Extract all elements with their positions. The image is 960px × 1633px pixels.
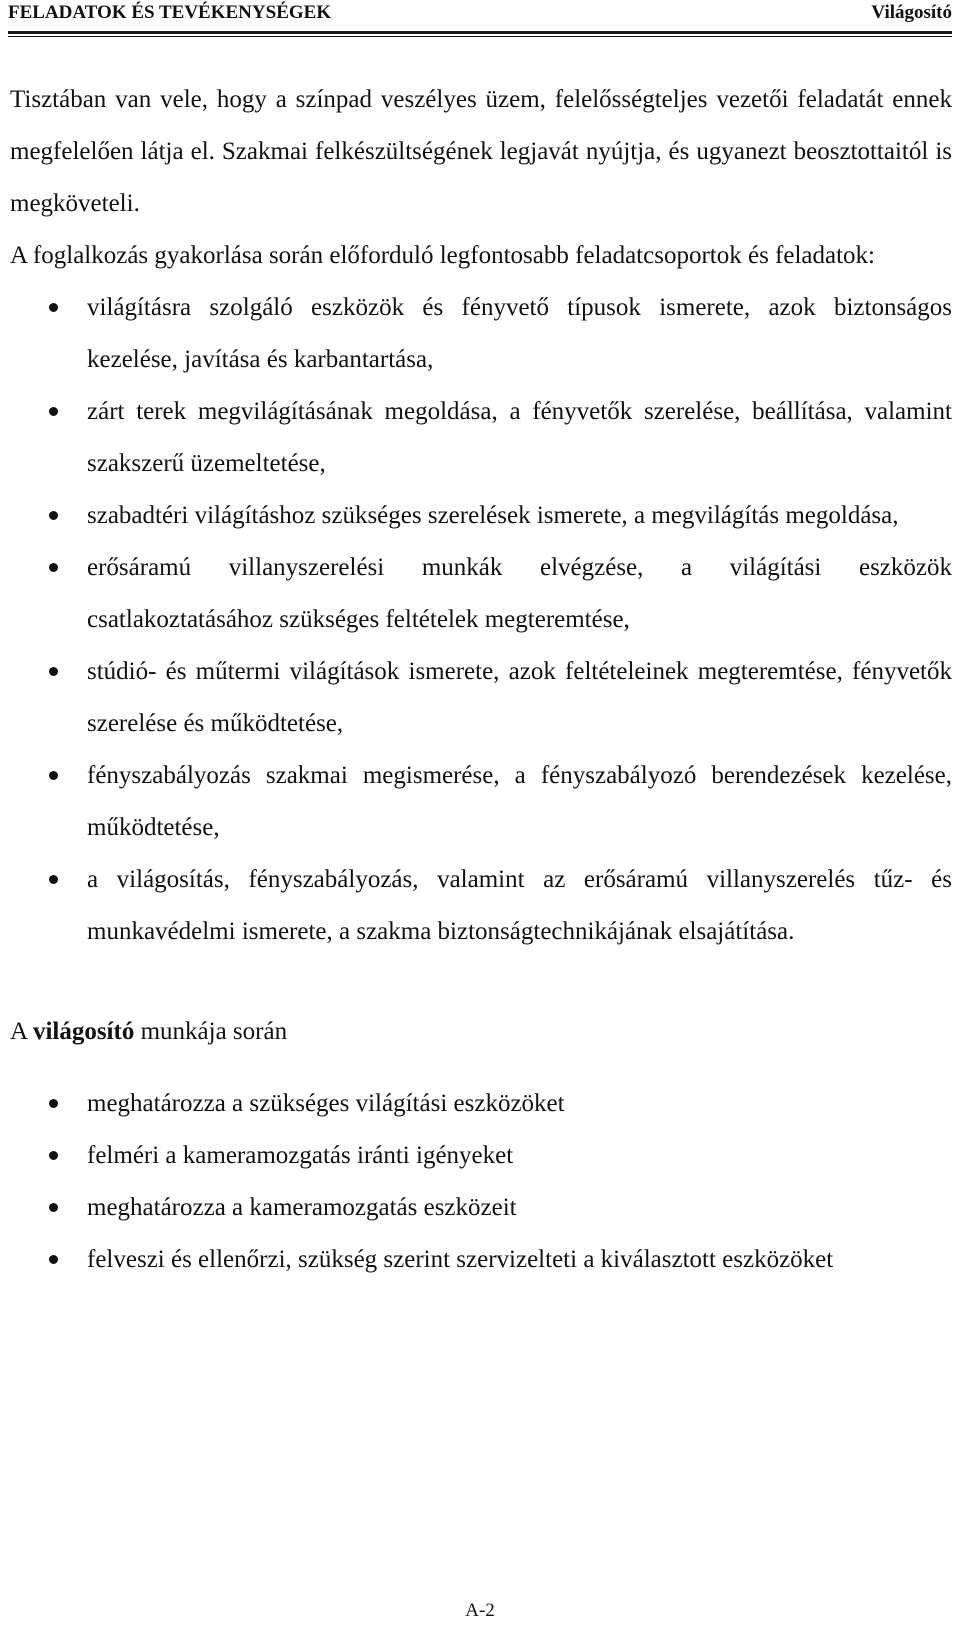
header-rule-thin	[8, 36, 952, 37]
list-item-text: meghatározza a kameramozgatás eszközeit	[87, 1194, 517, 1221]
list-item	[10, 1182, 952, 1234]
work-intro-suffix: munkája során	[134, 1018, 288, 1045]
list-item-text: zárt terek megvilágításának megoldása, a fényvetők szerelése, beállítása, valamint szakszerű üzemeltetése,	[87, 398, 952, 477]
list-item-text: a világosítás, fényszabályozás, valamint az erősáramú villanyszerelés tűz- és munkavédelmi ismerete, a szakma biztonságtechnikájának elsajátítása.	[87, 866, 952, 945]
bullet-icon	[49, 511, 58, 520]
list-item	[10, 542, 952, 646]
list-item	[10, 750, 952, 854]
bullet-icon	[49, 563, 58, 572]
tasks-intro-paragraph: A foglalkozás gyakorlása során előforduló legfontosabb feladatcsoportok és feladatok:	[10, 242, 876, 269]
list-item-text: szabadtéri világításhoz szükséges szerelések ismerete, a megvilágítás megoldása,	[87, 502, 899, 529]
work-list	[10, 1078, 952, 1286]
bullet-icon	[49, 1203, 58, 1212]
bullet-icon	[49, 303, 58, 312]
list-item-text: világításra szolgáló eszközök és fényvető típusok ismerete, azok biztonságos kezelése, javítása és karbantartása,	[87, 294, 952, 373]
page-content	[10, 74, 952, 1286]
bullet-icon	[49, 875, 58, 884]
list-item-text: erősáramú villanyszerelési munkák elvégzése, a világítási eszközök csatlakoztatásához szükséges feltételek megteremtése,	[87, 554, 952, 633]
section-spacer	[10, 1058, 952, 1078]
list-item	[10, 386, 952, 490]
list-item	[10, 1234, 952, 1286]
section-spacer	[10, 958, 952, 1006]
list-item	[10, 646, 952, 750]
header-document-title: Világosító	[871, 2, 952, 23]
tasks-list	[10, 282, 952, 958]
list-item-text: stúdió- és műtermi világítások ismerete, azok feltételeinek megteremtése, fényvetők szerelése és működtetése,	[87, 658, 952, 737]
header-section-title: FELADATOK ÉS TEVÉKENYSÉGEK	[8, 2, 332, 23]
header-rule-thick	[8, 31, 952, 34]
bullet-icon	[49, 1151, 58, 1160]
list-item-text: felveszi és ellenőrzi, szükség szerint szervizelteti a kiválasztott eszközöket	[87, 1246, 834, 1273]
list-item	[10, 1130, 952, 1182]
list-item-text: fényszabályozás szakmai megismerése, a fényszabályozó berendezések kezelése, működtetése,	[87, 762, 952, 841]
list-item	[10, 490, 952, 542]
work-intro-paragraph	[10, 1006, 952, 1058]
bullet-icon	[49, 771, 58, 780]
work-intro-prefix: A	[10, 1018, 33, 1045]
bullet-icon	[49, 1099, 58, 1108]
intro-paragraph: Tisztában van vele, hogy a színpad veszélyes üzem, felelősségteljes vezetői feladatát ennek megfelelően látja el. Szakmai felkészültségének legjavát nyújtja, és ugyanezt beosztottaitól is megköveteli.	[10, 86, 952, 217]
list-item-text: felméri a kameramozgatás iránti igényeket	[87, 1142, 514, 1169]
bullet-icon	[49, 667, 58, 676]
page-number: A-2	[465, 1600, 495, 1621]
bullet-icon	[49, 1255, 58, 1264]
page-header	[8, 0, 952, 36]
list-item	[10, 854, 952, 958]
work-intro-role: világosító	[32, 1018, 135, 1045]
list-item	[10, 1078, 952, 1130]
list-item-text: meghatározza a szükséges világítási eszközöket	[87, 1090, 565, 1117]
bullet-icon	[49, 407, 58, 416]
list-item	[10, 282, 952, 386]
